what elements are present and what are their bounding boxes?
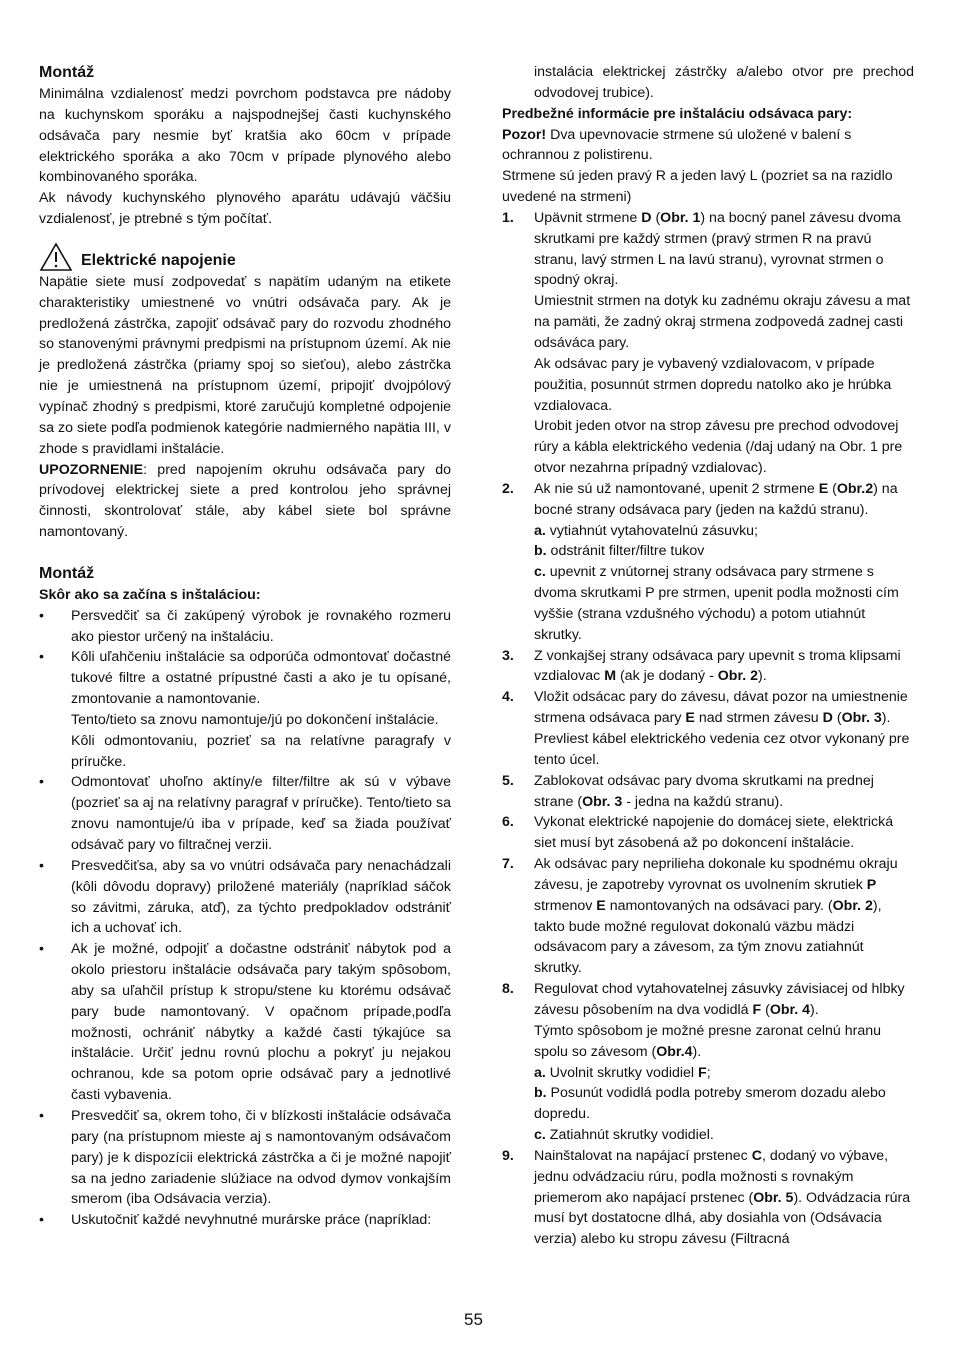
list-item bbox=[39, 1210, 451, 1231]
paragraph-warning bbox=[39, 460, 451, 543]
page-number: 55 bbox=[464, 1310, 483, 1329]
list-item-text: Kôli odmontovaniu, pozrieť sa na relatívne paragrafy v príručke. bbox=[71, 732, 451, 770]
prelim-title: Predbežné informácie pre inštaláciu odsávaca pary: bbox=[502, 105, 853, 122]
step-number: 8. bbox=[502, 981, 514, 998]
step-item bbox=[502, 687, 914, 770]
list-item-text: • Presvedčiť sa, okrem toho, či v blízkosti inštalácie odsávača pary (na prístupnom mieste aj s namontovaným odsávačom pary) je k dispozícii elektrická zástrčka a či je možné napojiť sa na jedno zariadenie slúžiace na odvod dymov vonkajším smerom (iba Odsávacia verzia). bbox=[71, 1107, 451, 1208]
list-item bbox=[39, 939, 451, 1106]
list-item-text: • Odmontovať uhoľno aktíny/e filter/filtre ak sú v výbave (pozrieť sa aj na relatívny paragraf v príručke). Tento/tieto sa znovu namontuje/ú iba v prípade, keď sa žiada používať odsávač pary vo filtračnej verzii. bbox=[71, 774, 451, 853]
list-item bbox=[39, 606, 451, 648]
paragraph-electric: Napätie siete musí zodpovedať s napätím udaným na etikete charakteristiky umiestnené vo vnútri odsávača pary. Ak je predložená zástrčka, zapojiť odsávač pary do rozvodu zhodného so stanovenými právnymi predpismi na prístupnom území. Ak nie je predložená zástrčka (priamy spoj so sieťou), alebo zástrčka nie je umiestnená na prístupnom území, pripojiť dvojpólový vypínač zhodný s predpismi, ktoré zaručujú kompletné odpojenie sa zo siete podľa podmienok kategórie nadmierného napätia III, v zhode s pravidlami inštalácie. bbox=[39, 273, 451, 457]
step-number: 9. bbox=[502, 1147, 514, 1164]
list-item bbox=[39, 647, 451, 772]
pozor-text: Dva upevnovacie strmene sú uložené v balení s ochrannou z polistirenu. bbox=[502, 126, 852, 164]
list-item-text: • Ak je možné, odpojiť a dočastne odstrániť nábytok pod a okolo priestoru inštalácie odsávača pary takým spôsobom, aby sa uľahčil prístup k stropu/stene ku ktorému odsávač pary bude namontovaný. V opačnom prípade,podľa možnosti, ochrániť nábytky a každé časti týkajúce sa inštalácie. Určiť jednu rovnú plochu a pokryť ju nejakou ochranou, kde sa potom oprie odsávač pary a jednotlivé časti vybavenia. bbox=[71, 941, 451, 1104]
step-item bbox=[502, 208, 914, 479]
list-item-text: • Presvedčiťsa, aby sa vo vnútri odsávača pary nenachádzali (kôli dôvodu dopravy) priložené materiály (napríklad sáčok so závitmi, záruka, atď), za týchto predpokladov odstrániť ich a uchovať ich. bbox=[71, 857, 451, 937]
list-item bbox=[39, 772, 451, 855]
step-text: Ak nie sú už namontované, upenit 2 strmene E (Obr.2) na bocné strany odsávaca pary (jeden na každú stranu). a. vytiahnút vytahovatelnú zásuvku; b. odstránit filter/filtre tukov c. upevnit z vnútornej strany odsávaca pary strmene s dvoma skrutkami P pre strmen, upenit podla možnosti cím vyššie (strana vzdušného východu) a potom utiahnút skrutky. bbox=[534, 480, 899, 643]
list-item-text: • Uskutočniť každé nevyhnutné murárske práce (napríklad: bbox=[71, 1212, 432, 1229]
step-text: Z vonkajšej strany odsávaca pary upevnit s troma klipsami vzdialovac M (ak je dodaný - Obr. 2). bbox=[534, 647, 901, 685]
section-title-montaz: Montáž bbox=[39, 64, 95, 81]
step-text: Vykonat elektrické napojenie do domácej siete, elektrická siet musí byt zásobená až po dokoncení inštalácie. bbox=[534, 814, 894, 852]
step-item bbox=[502, 1146, 914, 1250]
pozor-label: Pozor! bbox=[502, 126, 547, 143]
step-item bbox=[502, 854, 914, 979]
step-number: 2. bbox=[502, 480, 514, 497]
step-number: 1. bbox=[502, 209, 514, 226]
step-item bbox=[502, 812, 914, 854]
left-column bbox=[39, 62, 451, 1231]
subtitle-before-install: Skôr ako sa začína s inštaláciou: bbox=[39, 586, 261, 603]
paragraph-distance: Minimálna vzdialenosť medzi povrchom podstavca pre nádoby na kuchynskom sporáku a najspodnejšej časti kuchynského odsávača pary nesmie byť kratšia ako 60cm v prípade elektrického sporáka a ako 70cm v prípade plynového alebo kombinovaného sporáka. bbox=[39, 86, 451, 186]
step-text: Zablokovat odsávac pary dvoma skrutkami na prednej strane (Obr. 3 - jedna na každú stranu). bbox=[534, 772, 874, 810]
warning-text: : pred napojením okruhu odsávača pary do prívodovej elektrickej siete a pred kontrolou jeho správnej činnosti, skontrolovať stále, aby kábel siete bol správne namontovaný. bbox=[39, 461, 451, 541]
step-item bbox=[502, 979, 914, 1146]
step-number: 5. bbox=[502, 772, 514, 789]
step-list bbox=[502, 208, 914, 1250]
step-item bbox=[502, 771, 914, 813]
step-number: 4. bbox=[502, 689, 514, 706]
list-item bbox=[39, 1106, 451, 1210]
step-text: Vložit odsácac pary do závesu, dávat pozor na umiestnenie strmena odsávaca pary E nad strmen závesu D (Obr. 3). Prevliest kábel elektrického vedenia cez otvor vykonaný pre tento úcel. bbox=[534, 689, 910, 768]
list-item-text: • Kôli uľahčeniu inštalácie sa odporúča odmontovať dočastné tukové filtre a ostatné prípustné časti a ako je tu opísané, zmontovanie a namontovanie. bbox=[71, 649, 451, 708]
section-title-montaz-2: Montáž bbox=[39, 564, 95, 582]
step-number: 7. bbox=[502, 856, 514, 873]
list-item-text: • Persvedčiť sa či zakúpený výrobok je rovnakého rozmeru ako piestor určený na inštaláciu. bbox=[71, 607, 451, 645]
warning-label: UPOZORNENIE bbox=[39, 461, 144, 478]
step-number: 6. bbox=[502, 814, 514, 831]
bullet-list bbox=[39, 606, 451, 1231]
list-item-text: Tento/tieto sa znovu namontuje/jú po dokončení inštalácie. bbox=[71, 711, 439, 728]
paragraph-pozor bbox=[502, 125, 914, 167]
step-item bbox=[502, 646, 914, 688]
step-number: 3. bbox=[502, 647, 514, 664]
electric-heading bbox=[39, 242, 451, 272]
list-item bbox=[39, 856, 451, 939]
continuation-text: instalácia elektrickej zástrčky a/alebo otvor pre prechod odvodovej trubice). bbox=[534, 64, 914, 101]
step-text: Upävnit strmene D (Obr. 1) na bocný panel závesu dvoma skrutkami pre každý strmen (pravý strmen R na pravú stranu, lavý strmen L na lavú stranu), vyrovnat strmen o spodný okraj. Umiestnit strmen na dotyk ku zadnému okraju závesu a mat na pamäti, že zadný okraj strmena zodpovedá zadnej casti odsáváca pary. Ak odsávac pary je vybavený vzdialovacom, v prípade použitia, posunnút strmen dopredu natolko ako je hrúbka vzdialovaca. Urobit jeden otvor na strop závesu pre prechod odvodovej rúry a kábla elektrického vedenia (/daj udaný na Obr. 1 pre otvor nezahrna prípadný vzdialovac). bbox=[534, 209, 911, 477]
step-text: Nainštalovat na napájací prstenec C, dodaný vo výbave, jednu odvádzaciu rúru, podla možnosti s rovnakým priemerom ako napájací prstenec (Obr. 5). Odvádzacia rúra musí byt dostatocne dlhá, aby dosiahla von (Odsávacia verzia) alebo ku stropu závesu (Filtracná bbox=[534, 1147, 911, 1248]
paragraph-strmene: Strmene sú jeden pravý R a jeden lavý L (pozriet sa na razidlo uvedené na strmeni) bbox=[502, 168, 893, 206]
section-title-electric: Elektrické napojenie bbox=[81, 251, 236, 269]
step-text: Regulovat chod vytahovatelnej zásuvky závisiacej od hlbky závesu pôsobením na dva vodidlá F (Obr. 4). Týmto spôsobom je možné presne zaronat celnú hranu spolu so závesom (Obr.4). a. Uvolnit skrutky vodidiel F; b. Posunút vodidlá podla potreby smerom dozadu alebo dopredu. c. Zatiahnút skrutky vodidiel. bbox=[534, 981, 905, 1144]
right-column bbox=[502, 62, 914, 1250]
paragraph-gas-instructions: Ak návody kuchynského plynového aparátu udávajú väčšiu vzdialenosť, je ptrebné s tým počítať. bbox=[39, 190, 451, 228]
step-item bbox=[502, 479, 914, 646]
step-text: Ak odsávac pary neprilieha dokonale ku spodnému okraju závesu, je zapotreby vyrovnat os uvolnením skrutiek P strmenov E namontovaných na odsávaci pary. (Obr. 2), takto bude možné regulovat dokonalú väzbu mädzi odsávacom pary a závesom, za tým znovu zatiahnút skrutky. bbox=[534, 856, 898, 977]
warning-triangle-icon bbox=[39, 242, 73, 272]
